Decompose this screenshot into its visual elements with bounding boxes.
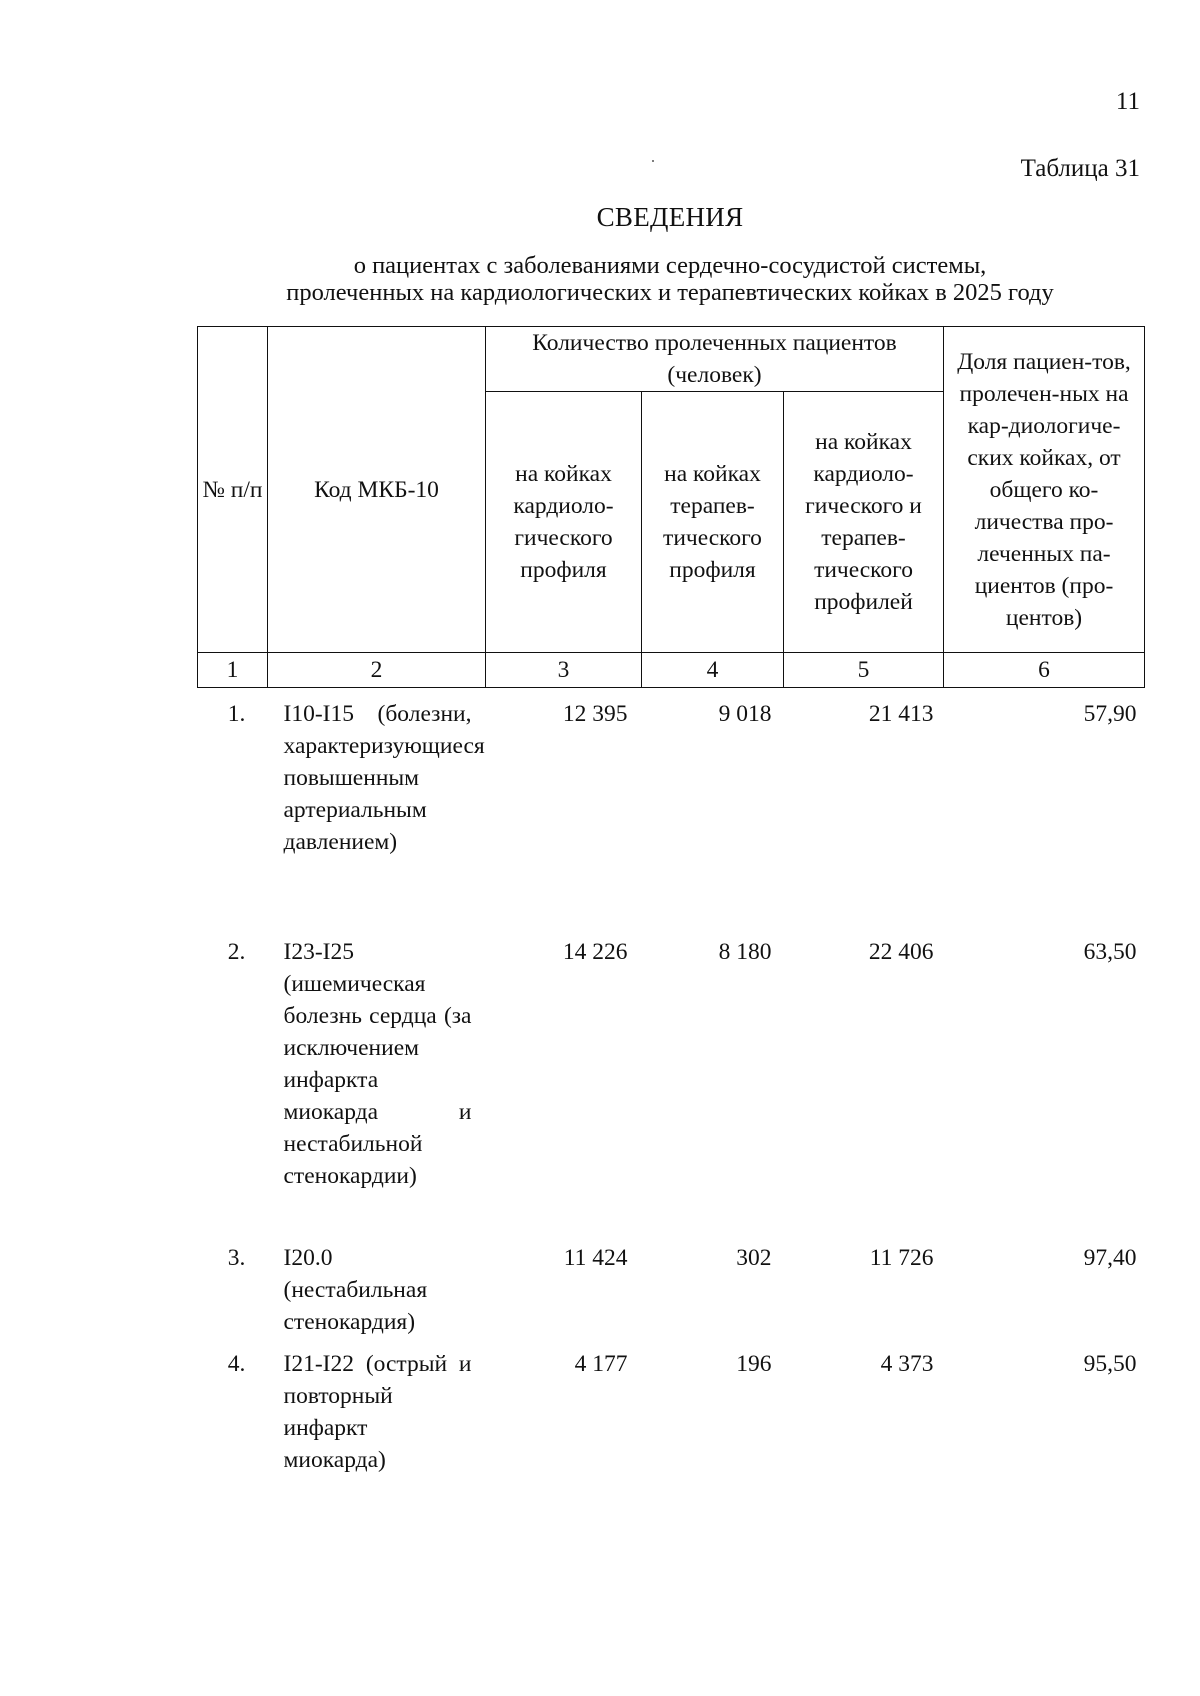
column-number-3: 3 [486,653,642,688]
row-cardio: 12 395 [562,701,628,727]
row-cardio: 4 177 [574,1351,628,1377]
scan-speck [652,160,654,162]
subtitle-line-1: о пациентах с заболеваниями сердечно-сосудистой системы, [353,252,987,279]
document-title: СВЕДЕНИЯ [596,202,744,232]
row-cardio: 11 424 [563,1245,628,1271]
row-share: 97,40 [1083,1245,1137,1271]
column-number-6: 6 [944,653,1145,688]
row-both: 22 406 [868,939,934,965]
row-both: 4 373 [880,1351,934,1377]
table-row [198,1338,1145,1488]
header-group-treated: Количество пролеченных пациентов (человек) [486,327,944,392]
row-code: I10-I15 (болезни, характеризующиеся повышенным артериальным давлением) [283,701,485,855]
column-number-row [198,653,1145,688]
row-cardio: 14 226 [562,939,628,965]
column-number-2: 2 [268,653,486,688]
header-share: Доля пациен-тов, пролечен-ных на кар-диологиче-ских койках, от общего ко-личества про-леченных па-циентов (про-центов) [944,327,1145,653]
subtitle-line-2: пролеченных на кардиологических и терапевтических койках в 2025 году [286,279,1054,306]
row-code: I23-I25 (ишемическая болезнь сердца (за исключением инфаркта миокарда и нестабильной стенокардии) [283,939,472,1189]
header-both: на койках кардиоло-гического и терапев-тического профилей [784,392,944,653]
table-row [198,688,1145,927]
page-number: 11 [1115,88,1140,115]
row-share: 63,50 [1083,939,1137,965]
header-cardio: на койках кардиоло-гического профиля [486,392,642,653]
header-num: № п/п [198,327,268,653]
header-code: Код МКБ-10 [268,327,486,653]
row-number: 3. [227,1245,246,1271]
table-label: Таблица 31 [1020,155,1140,182]
patients-table [197,326,1145,1488]
row-number: 2. [227,939,246,965]
row-share: 95,50 [1083,1351,1137,1377]
row-therapy: 8 180 [718,939,772,965]
table-row [198,1232,1145,1338]
header-therapy: на койках терапев-тического профиля [642,392,784,653]
table-row [198,926,1145,1232]
column-number-5: 5 [784,653,944,688]
column-number-1: 1 [198,653,268,688]
row-therapy: 9 018 [718,701,772,727]
row-therapy: 196 [736,1351,772,1377]
document-subtitle [210,252,1130,306]
row-both: 11 726 [869,1245,934,1271]
row-number: 1. [227,701,246,727]
header-row-1 [198,327,1145,392]
column-number-4: 4 [642,653,784,688]
row-both: 21 413 [868,701,934,727]
row-share: 57,90 [1083,701,1137,727]
row-code: I20.0 (нестабильная стенокардия) [283,1245,428,1335]
row-code: I21-I22 (острый и повторный инфаркт миокарда) [283,1351,472,1473]
row-number: 4. [227,1351,246,1377]
row-therapy: 302 [736,1245,772,1271]
